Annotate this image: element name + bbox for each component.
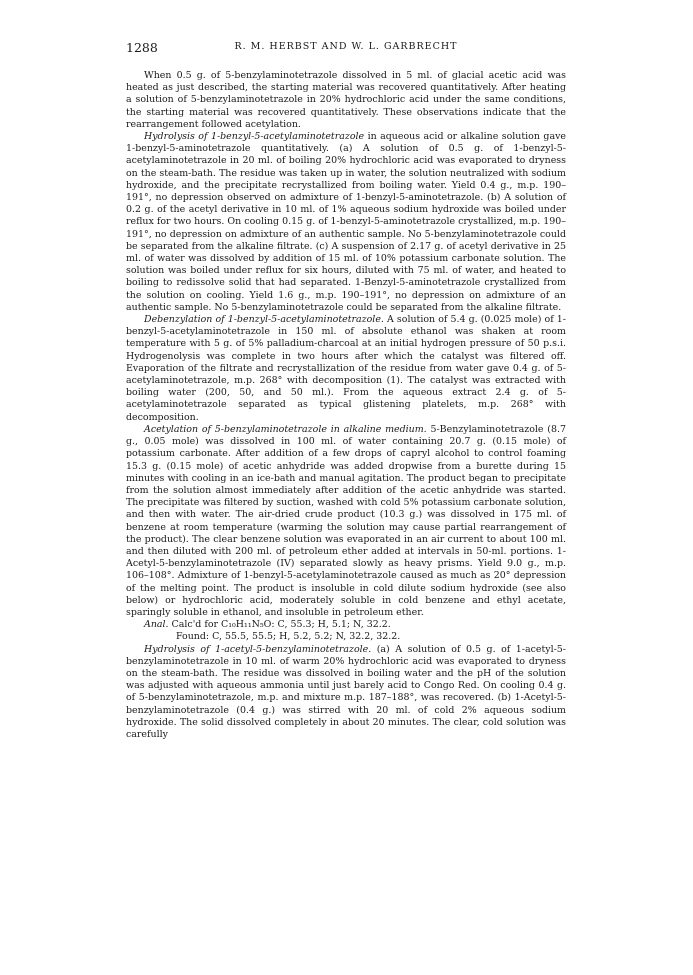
page-number: 1288	[126, 40, 158, 55]
paragraph-text: Calc'd for C₁₀H₁₁N₅O: C, 55.3; H, 5.1; N, 32.2.	[168, 619, 391, 631]
paragraph-hydrolysis-benzyl	[126, 131, 566, 314]
section-lead: Anal.	[144, 619, 169, 631]
paragraph-text: 5-Benzylaminotetrazole (8.7 g., 0.05 mole) was dissolved in 100 ml. of water containing 20.7 g. (0.15 mole) of potassium carbonate. After addition of a few drops of capryl alcohol to control foaming 15.3 g. (0.15 mole) of acetic anhydride was added dropwise from a burette during 15 minutes with cooling in an ice-bath and manual agitation. The product began to precipitate from the solution almost immediately after addition of the acetic anhydride was started. The precipitate was filtered by suction, washed with cold 5% potassium carbonate solution, and then with water. The air-dried crude product (10.3 g.) was dissolved in 175 ml. of benzene at room temperature (warming the solution may cause partial rearrangement of the product). The clear benzene solution was evaporated in an air current to about 100 ml. and then diluted with 200 ml. of petroleum ether added at intervals in 50-ml. portions. 1-Acetyl-5-benzylaminotetrazole (IV) separated slowly as heavy prisms. Yield 9.0 g., m.p. 106–108°. Admixture of 1-benzyl-5-acetylaminotetrazole caused as much as 20° depression of the melting point. The product is insoluble in cold dilute sodium hydroxide (see also below) or hydrochloric acid, moderately soluble in cold benzene and ethyl acetate, sparingly soluble in ethanol, and insoluble in petroleum ether.	[126, 423, 566, 618]
article-body	[126, 70, 566, 741]
paragraph-control	[126, 70, 566, 131]
paragraph-text: (a) A solution of 0.5 g. of 1-acetyl-5-benzylaminotetrazole in 10 ml. of warm 20% hydrochloric acid was evaporated to dryness on the steam-bath. The residue was dissolved in boiling water and the pH of the solution was adjusted with aqueous ammonia until just barely acid to Congo Red. On cooling 0.4 g. of 5-benzylaminotetrazole, m.p. and mixture m.p. 187–188°, was recovered. (b) 1-Acetyl-5-benzylaminotetrazole (0.4 g.) was stirred with 20 ml. of cold 2% aqueous sodium hydroxide. The solid dissolved completely in about 20 minutes. The clear, cold solution was carefully	[126, 643, 566, 740]
paragraph-text: When 0.5 g. of 5-benzylaminotetrazole dissolved in 5 ml. of glacial acetic acid was heated as just described, the starting material was recovered quantitatively. After heating a solution of 5-benzylaminotetrazole in 20% hydrochloric acid under the same conditions, the starting material was recovered quantitatively. These observations indicate that the rearrangement followed acetylation.	[126, 70, 566, 130]
paragraph-text: A solution of 5.4 g. (0.025 mole) of 1-benzyl-5-acetylaminotetrazole in 150 ml. of absolute ethanol was shaken at room temperature with 5 g. of 5% palladium-charcoal at an initial hydrogen pressure of 50 p.s.i. Hydrogenolysis was complete in two hours after which the catalyst was filtered off. Evaporation of the filtrate and recrystallization of the residue from water gave 0.4 g. of 5-acetylaminotetrazole, m.p. 268° with decomposition (1). The catalyst was extracted with boiling water (200, 50, and 50 ml.). From the aqueous extract 2.4 g. of 5-acetylaminotetrazole separated as typical glistening platelets, m.p. 268° with decomposition.	[126, 314, 566, 423]
paragraph-text: Found: C, 55.5, 55.5; H, 5.2, 5.2; N, 32.2, 32.2.	[176, 631, 401, 643]
paragraph-analysis-calcd	[126, 619, 566, 631]
paragraph-acetylation	[126, 424, 566, 619]
paragraph-analysis-found	[126, 631, 566, 643]
page-header	[126, 40, 566, 56]
section-lead: Acetylation of 5-benzylaminotetrazole in alkaline medium.	[144, 423, 427, 435]
section-lead: Hydrolysis of 1-benzyl-5-acetylaminotetrazole	[144, 131, 365, 143]
paragraph-debenzylation	[126, 314, 566, 424]
paragraph-text: in aqueous acid or alkaline solution gave 1-benzyl-5-aminotetrazole quantitatively. (a) A solution of 0.5 g. of 1-benzyl-5-acetylaminotetrazole in 20 ml. of boiling 20% hydrochloric acid was evaporated to dryness on the steam-bath. The residue was taken up in water, the solution neutralized with sodium hydroxide, and the precipitate recrystallized from boiling water. Yield 0.4 g., m.p. 190–191°, no depression observed on admixture of 1-benzyl-5-aminotetrazole. (b) A solution of 0.2 g. of the acetyl derivative in 10 ml. of 1% aqueous sodium hydroxide was boiled under reflux for two hours. On cooling 0.15 g. of 1-benzyl-5-aminotetrazole crystallized, m.p. 190–191°, no depression on admixture of an authentic sample. No 5-benzylaminotetrazole could be separated from the alkaline filtrate. (c) A suspension of 2.17 g. of acetyl derivative in 25 ml. of water was dissolved by addition of 15 ml. of 10% potassium carbonate solution. The solution was boiled under reflux for six hours, diluted with 75 ml. of water, and heated to boiling to redissolve solid that had separated. 1-Benzyl-5-aminotetrazole crystallized from the solution on cooling. Yield 1.6 g., m.p. 190–191°, no depression on admixture of an authentic sample. No 5-benzylaminotetrazole could be separated from the alkaline filtrate.	[126, 131, 566, 313]
paragraph-hydrolysis-acetyl	[126, 644, 566, 742]
section-lead: Debenzylation of 1-benzyl-5-acetylaminotetrazole.	[144, 314, 384, 326]
section-lead: Hydrolysis of 1-acetyl-5-benzylaminotetrazole.	[144, 643, 372, 655]
running-title: R. M. HERBST AND W. L. GARBRECHT	[234, 41, 458, 52]
